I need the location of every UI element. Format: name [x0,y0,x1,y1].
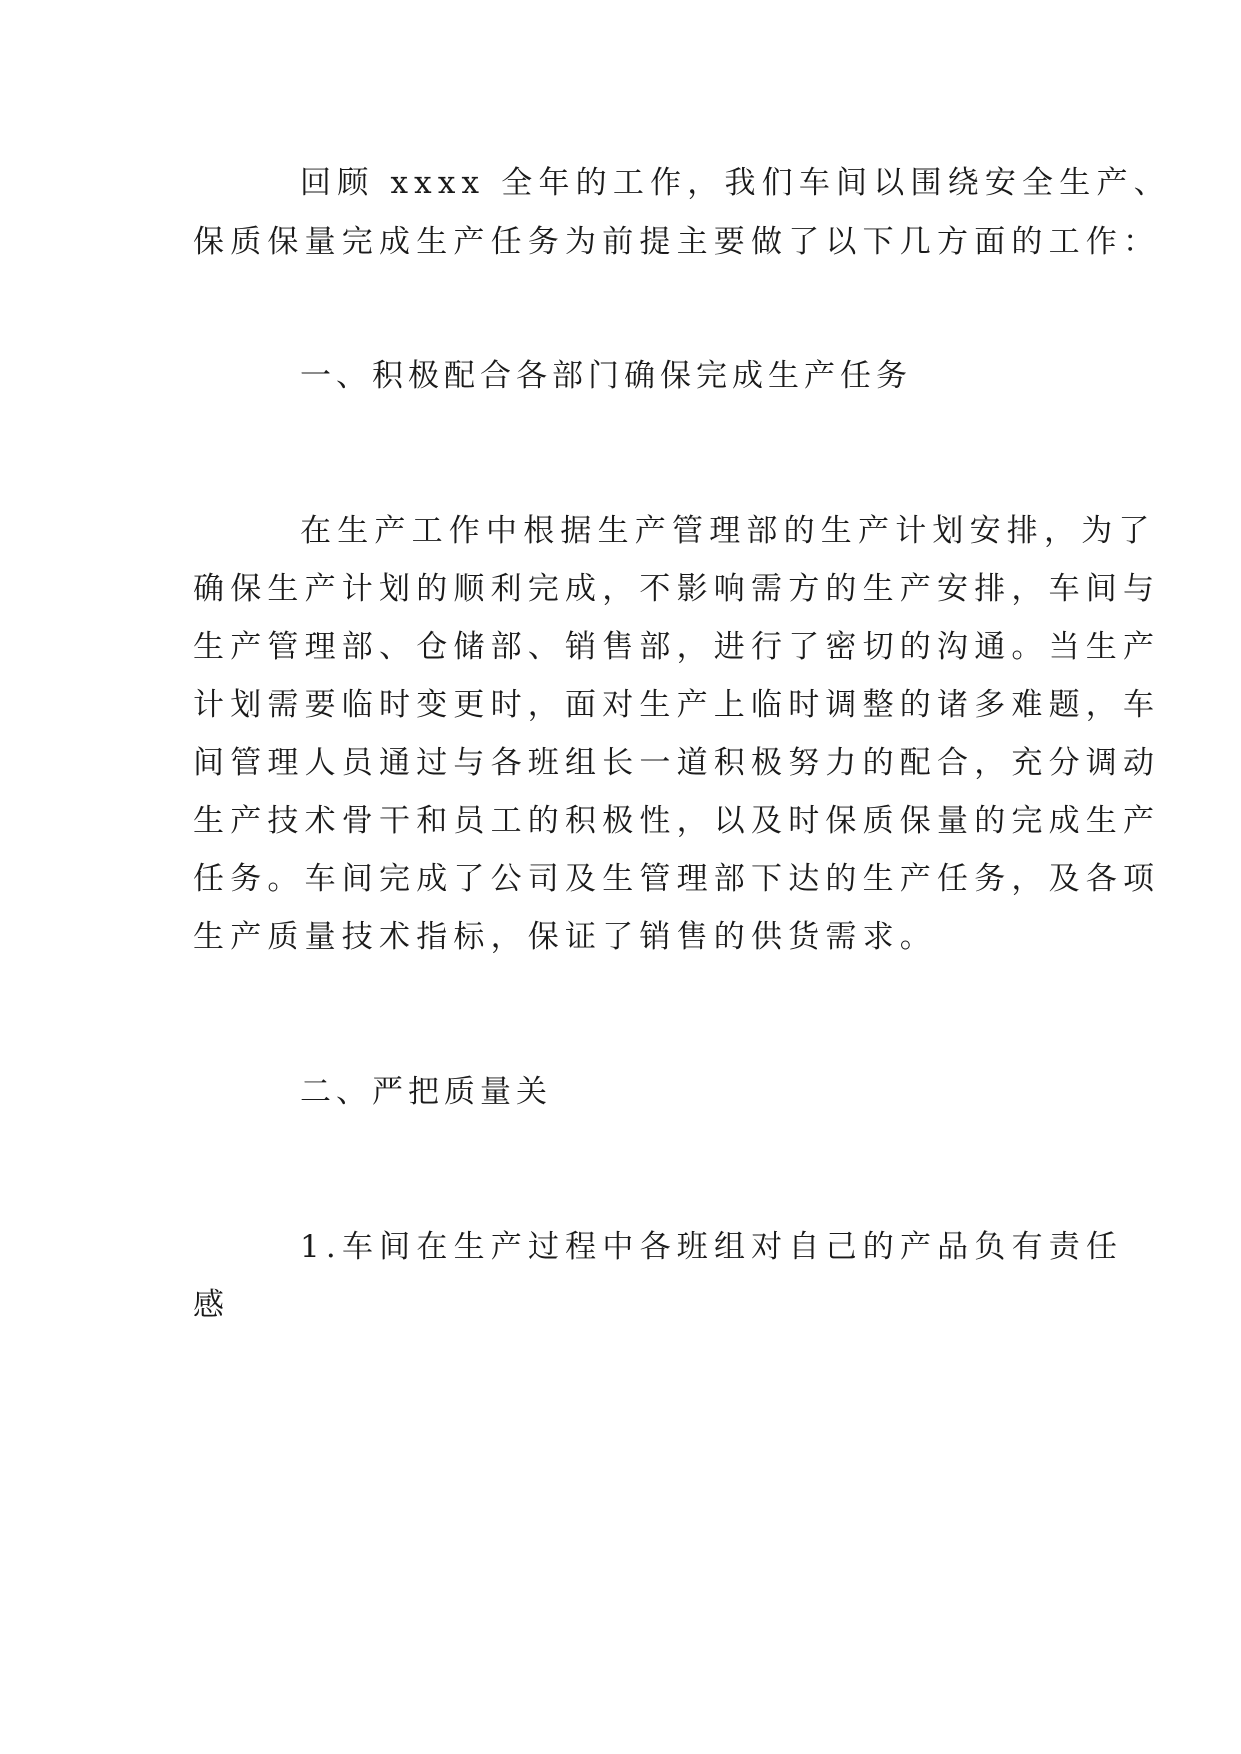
section-2-item-1-line-2: 感 [193,1287,231,1323]
section-2-heading: 二、严把质量关 [300,1074,552,1110]
section-1-paragraph-line-5: 间管理人员通过与各班组长一道积极努力的配合，充分调动 [193,745,1161,781]
section-1-paragraph-line-1: 在生产工作中根据生产管理部的生产计划安排，为了 [300,513,1156,549]
section-1-paragraph-line-3: 生产管理部、仓储部、销售部，进行了密切的沟通。当生产 [193,629,1161,665]
section-1-paragraph-line-2: 确保生产计划的顺利完成，不影响需方的生产安排，车间与 [193,571,1161,607]
section-1-heading: 一、积极配合各部门确保完成生产任务 [300,358,912,394]
intro-paragraph-line-2: 保质保量完成生产任务为前提主要做了以下几方面的工作： [193,224,1161,260]
section-1-paragraph-line-7: 任务。车间完成了公司及生管理部下达的生产任务，及各项 [193,861,1161,897]
section-2-item-1-line-1: 1.车间在生产过程中各班组对自己的产品负有责任 [300,1229,1124,1265]
section-1-paragraph-line-6: 生产技术骨干和员工的积极性，以及时保质保量的完成生产 [193,803,1161,839]
section-1-paragraph-line-4: 计划需要临时变更时，面对生产上临时调整的诸多难题，车 [193,687,1161,723]
intro-paragraph-line-1: 回顾 xxxx 全年的工作，我们车间以围绕安全生产、 [300,165,1171,201]
section-1-paragraph-line-8: 生产质量技术指标，保证了销售的供货需求。 [193,919,937,955]
